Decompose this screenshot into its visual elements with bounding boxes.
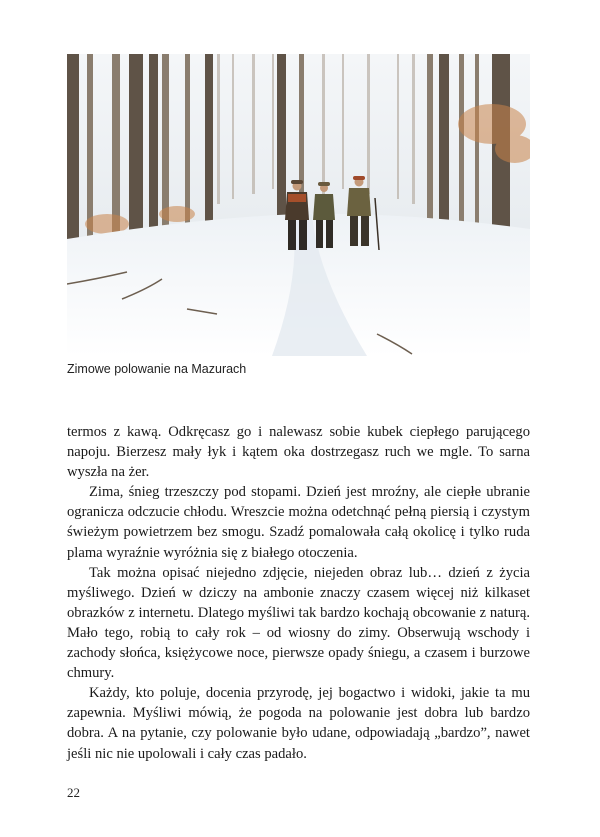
forest-snow-illustration [67,54,530,356]
page-number: 22 [67,785,80,800]
paragraph: Każdy, kto poluje, docenia przyrodę, jej bogactwo i widoki, jakie ta mu zapewnia. Myśliwi mówią, że pogoda na polowanie jest dobra lub bardzo dobra. A na pytanie, czy polowanie było udane, odpowiadają „bardzo”, nawet jeśli nic nie upolowali i cały czas padało. [67,685,530,762]
paragraph: Zima, śnieg trzeszczy pod stopami. Dzień jest mroźny, ale ciepłe ubranie ogranicza odczucie chłodu. Wreszcie można odetchnąć pełną piersią i czystym świeżym powietrzem bez smogu. Szadź pomalowała całą okolicę i tylko ruda plama wyraźnie wyróżnia się z białego otoczenia. [67,484,530,561]
figure-caption: Zimowe polowanie na Mazurach [67,362,247,376]
body-text [67,422,530,764]
paragraph: termos z kawą. Odkręcasz go i nalewasz sobie kubek ciepłego parującego napoju. Bierzesz mały łyk i kątem oka dostrzegasz ruch we mgle. To sarna wyszła na żer. [67,424,530,481]
paragraph: Tak można opisać niejedno zdjęcie, niejeden obraz lub… dzień z życia myśliwego. Dzień w dziczy na ambonie znaczy czasem więcej niż kilkaset obrazków z internetu. Dlatego myśliwi tak bardzo kochają obcowanie z naturą. Mało tego, robią to cały rok – od wiosny do zimy. Obserwują wschody i zachody słońca, księżycowe noce, pierwsze opady śniegu, a czasem i burzowe chmury. [67,564,530,682]
winter-hunt-photo [67,54,530,356]
